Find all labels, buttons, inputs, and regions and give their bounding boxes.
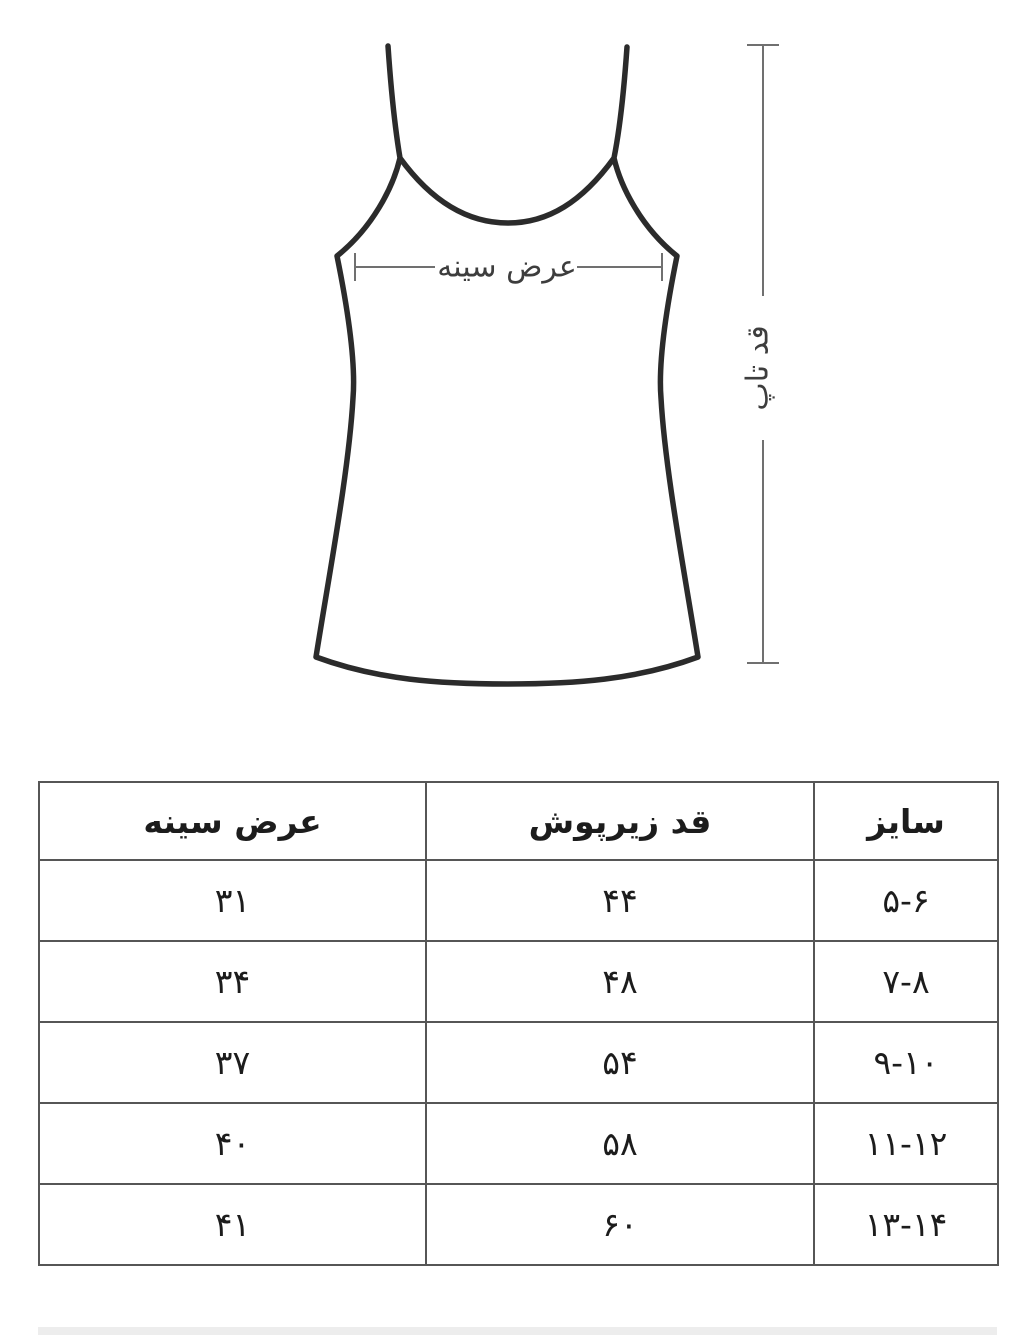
size-range-cell: [814, 1184, 998, 1265]
column-header-undershirt-length: قد زیرپوش: [426, 782, 814, 860]
size-range-value: ۹-۱۰: [873, 1043, 939, 1082]
table-row: [39, 941, 998, 1022]
table-row: [39, 1103, 998, 1184]
table-row: [39, 1184, 998, 1265]
size-range-value: ۷-۸: [882, 962, 930, 1001]
undershirt-length-cell: ۴۸: [426, 941, 814, 1022]
size-range-value: ۱۳-۱۴: [864, 1205, 948, 1244]
size-range-cell: [814, 1022, 998, 1103]
chest-width-cell: ۳۷: [39, 1022, 426, 1103]
size-range-value: ۵-۶: [882, 881, 930, 920]
column-header-size: سایز: [814, 782, 998, 860]
undershirt-length-cell: ۵۴: [426, 1022, 814, 1103]
bottom-divider: [38, 1327, 997, 1335]
size-range-cell: [814, 1103, 998, 1184]
chest-width-label: عرض سینه: [437, 249, 577, 285]
chest-width-cell: ۴۱: [39, 1184, 426, 1265]
size-range-cell: [814, 860, 998, 941]
column-header-chest-width: عرض سینه: [39, 782, 426, 860]
size-range-value: ۱۱-۱۲: [864, 1124, 948, 1163]
table-row: [39, 860, 998, 941]
garment-outline: [316, 46, 698, 684]
size-chart-table: [38, 781, 999, 1266]
table-row: [39, 1022, 998, 1103]
size-range-cell: [814, 941, 998, 1022]
top-length-label: قد تاپ: [740, 325, 776, 411]
undershirt-length-cell: ۵۸: [426, 1103, 814, 1184]
chest-width-cell: ۳۴: [39, 941, 426, 1022]
undershirt-length-cell: ۶۰: [426, 1184, 814, 1265]
chest-width-cell: ۴۰: [39, 1103, 426, 1184]
undershirt-length-cell: ۴۴: [426, 860, 814, 941]
chest-width-cell: ۳۱: [39, 860, 426, 941]
header-row: [39, 782, 998, 860]
